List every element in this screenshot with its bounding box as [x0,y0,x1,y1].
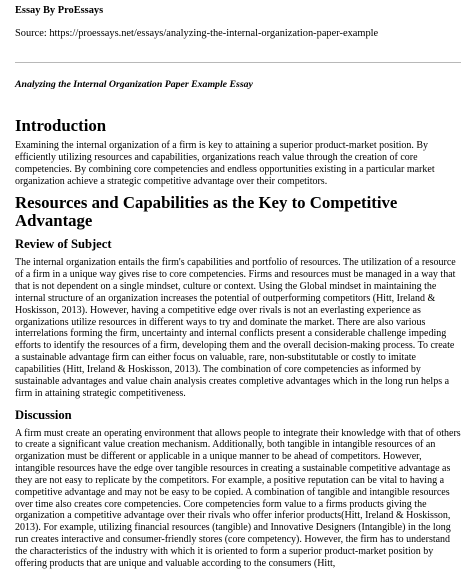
essay-body [15,116,461,570]
introduction-paragraph: Examining the internal organization of a firm is key to attaining a superior product-market position. By efficiently utilizing resources and capabilities, organizations reach value through the creation of core competencies. By combining core competencies and endless opportunities existing in a particular market organization achieve a strategic competitive advantage over their competitors. [15,140,435,187]
resources-heading: Resources and Capabilities as the Key to Competitive Advantage [15,193,398,231]
source-line: Source: https://proessays.net/essays/analyzing-the-internal-organization-paper-example [15,28,379,39]
introduction-heading: Introduction [15,116,107,135]
review-paragraph: The internal organization entails the firm's capabilities and portfolio of resources. The utilization of a resource of a firm in a unique way gives rise to core competencies. Firms and resources must be managed in a way that that is not dependent on a single mindset, culture or context. Using the Global mindset in maintaining the internal structure of an organization increases the potential of outperforming competitors (Hitt, Ireland & Hoskisson, 2013). However, having a competitive edge over rivals is not an everlasting experience as organizations utilize resources in different ways to try and dominate the market. There are also various interrelations forming the firm, uncertainty and internal conflicts present a considerable challenge impeding efforts to identify the resources of a firm, developing them and the overall decision-making process. To create a sustainable advantage firm can either focus on valuable, rare, non-substitutable or costly to imitate capabilities (Hitt, Ireland & Hoskisson, 2013). The combination of core competencies as informed by sustainable advantages and value chain analysis creates completive advantages which in the long run helps a firm in attaining strategic competitiveness. [15,257,456,399]
review-heading: Review of Subject [15,237,112,252]
discussion-paragraph: A firm must create an operating environment that allows people to integrate their knowledge with that of others to create a significant value creation mechanism. Additionally, both tangible in intangible resources of an organization must be different or applicable in a unique manner to be ahead of competitors. However, intangible resources have the edge over tangible resources in creating a sustainable competitive advantage as they are not easy to replicate by the competitors. For example, a positive reputation can be vital to having a competitive advantage and may not be easy to be copied. A combination of tangible and intangible resources over time also creates core competencies. Core competencies form value to a firms products giving the organization a competitive advantage over their rivals who offer inferior products(Hitt, Ireland & Hoskisson, 2013). For example, utilizing financial resources (tangible) and Innovative Designers (Intangible) in the long run creates interactive and consumer-friendly stores (core competency). However, the firm has to understand the characteristics of the industry with which it is oriented to form a superior product-market position by offering products that are unique and valuable according to the consumers (Hitt, [15,427,461,569]
header-divider [15,62,461,63]
essay-title: Analyzing the Internal Organization Paper Example Essay [15,79,253,90]
site-name: Essay By ProEssays [15,5,104,16]
discussion-heading: Discussion [15,407,72,422]
